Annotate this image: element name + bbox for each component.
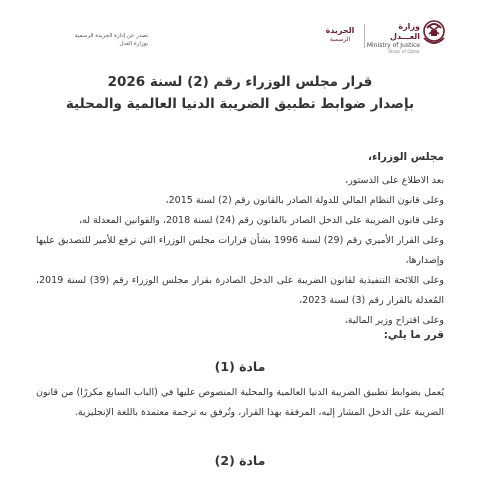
ministry-name-ar: وزارة العـــدل (389, 22, 420, 41)
ministry-name-en: Ministry of Justice (366, 42, 420, 49)
gazette-logo (320, 26, 360, 44)
article-1-text: يُعمل بضوابط تطبيق الضريبة الدنيا العالمية والمحلية المنصوص عليها في (الباب السابع مكررًا) من قانون الضريبة على الدخل المشار إليه، المرفقة بهذا القرار، وتُرفق به ترجمة معتمدة باللغة الإنجليزية. (36, 387, 444, 418)
gazette-line2: الرسمية (329, 36, 351, 43)
gazette-line1: الجريدة (325, 26, 355, 35)
preamble-line: وعلى اللائحة التنفيذية لقانون الضريبة على الدخل الصادرة بقرار مجلس الوزراء رقم (39) لسنة 2019، المُعدلة بالقرار رقم (3) لسنة 2023، (36, 275, 445, 306)
preamble-line: وعلى اقتراح وزير المالية، (344, 315, 444, 326)
preamble-line: وعلى قانون الضريبة على الدخل الصادر بالقانون رقم (24) لسنة 2018، والقوانين المعدلة له، (78, 215, 444, 226)
publisher-note (28, 32, 148, 48)
preamble-line: وعلى قانون النظام المالي للدولة الصادر بالقانون رقم (2) لسنة 2015، (165, 195, 444, 206)
article-1-title: مادة (1) (214, 359, 266, 374)
preamble-line: بعد الاطلاع على الدستور، (345, 175, 444, 186)
article-2-title: مادة (2) (214, 453, 266, 468)
publisher-line2: بوزارة العدل (119, 41, 148, 47)
decree-title: قرار مجلس الوزراء رقم (2) لسنة 2026 (107, 74, 373, 90)
publisher-line1: تصدر عن إدارة الجريدة الرسمية (74, 33, 148, 39)
preamble-heading: مجلس الوزراء، (367, 151, 444, 163)
header-divider (364, 24, 365, 48)
ministry-sub: State of Qatar (388, 50, 420, 55)
state-emblem-icon (420, 18, 448, 48)
ministry-logo-text (366, 22, 420, 56)
page-header (0, 0, 480, 64)
decree-subtitle: بإصدار ضوابط تطبيق الضريبة الدنيا العالمية والمحلية (65, 96, 415, 112)
preamble-line: وعلى القرار الأميري رقم (29) لسنة 1996 بشأن قرارات مجلس الوزراء التي ترفع للأمير للتصديق عليها وإصدارها، (36, 235, 444, 266)
resolved-heading: قرر ما يلي: (383, 329, 444, 341)
